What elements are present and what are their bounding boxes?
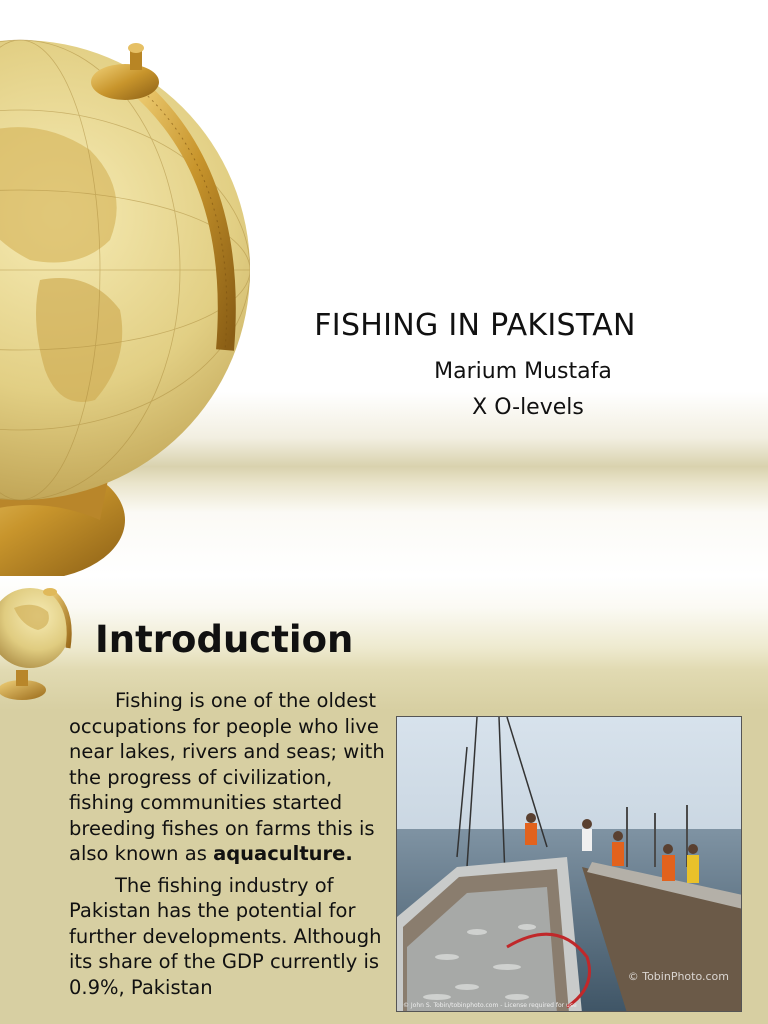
presentation-title: FISHING IN PAKISTAN	[314, 308, 636, 343]
class-label: X O-levels	[472, 395, 584, 420]
globe-image	[0, 578, 74, 702]
photo-watermark: © TobinPhoto.com	[627, 970, 729, 983]
photo-credit: © John S. Tobin/tobinphoto.com - License required for use	[403, 1002, 577, 1009]
body-text	[69, 688, 399, 1006]
fishing-boat-photo	[396, 716, 742, 1012]
author-name: Marium Mustafa	[434, 359, 612, 384]
aquaculture-term: aquaculture.	[213, 842, 353, 865]
paragraph-1	[69, 688, 399, 867]
globe-image	[0, 20, 250, 576]
introduction-slide	[0, 576, 768, 1024]
paragraph-2: The fishing industry of Pakistan has the potential for further developments. Although its share of the GDP currently is 0.9%, Pakistan	[69, 873, 382, 999]
fishing-boat-illustration	[397, 717, 742, 1012]
paragraph-1-text: Fishing is one of the oldest occupations for people who live near lakes, rivers and seas; with the progress of civilization, fishing communities started breeding fishes on farms this is also known as	[69, 689, 385, 865]
slide-heading: Introduction	[95, 618, 354, 661]
